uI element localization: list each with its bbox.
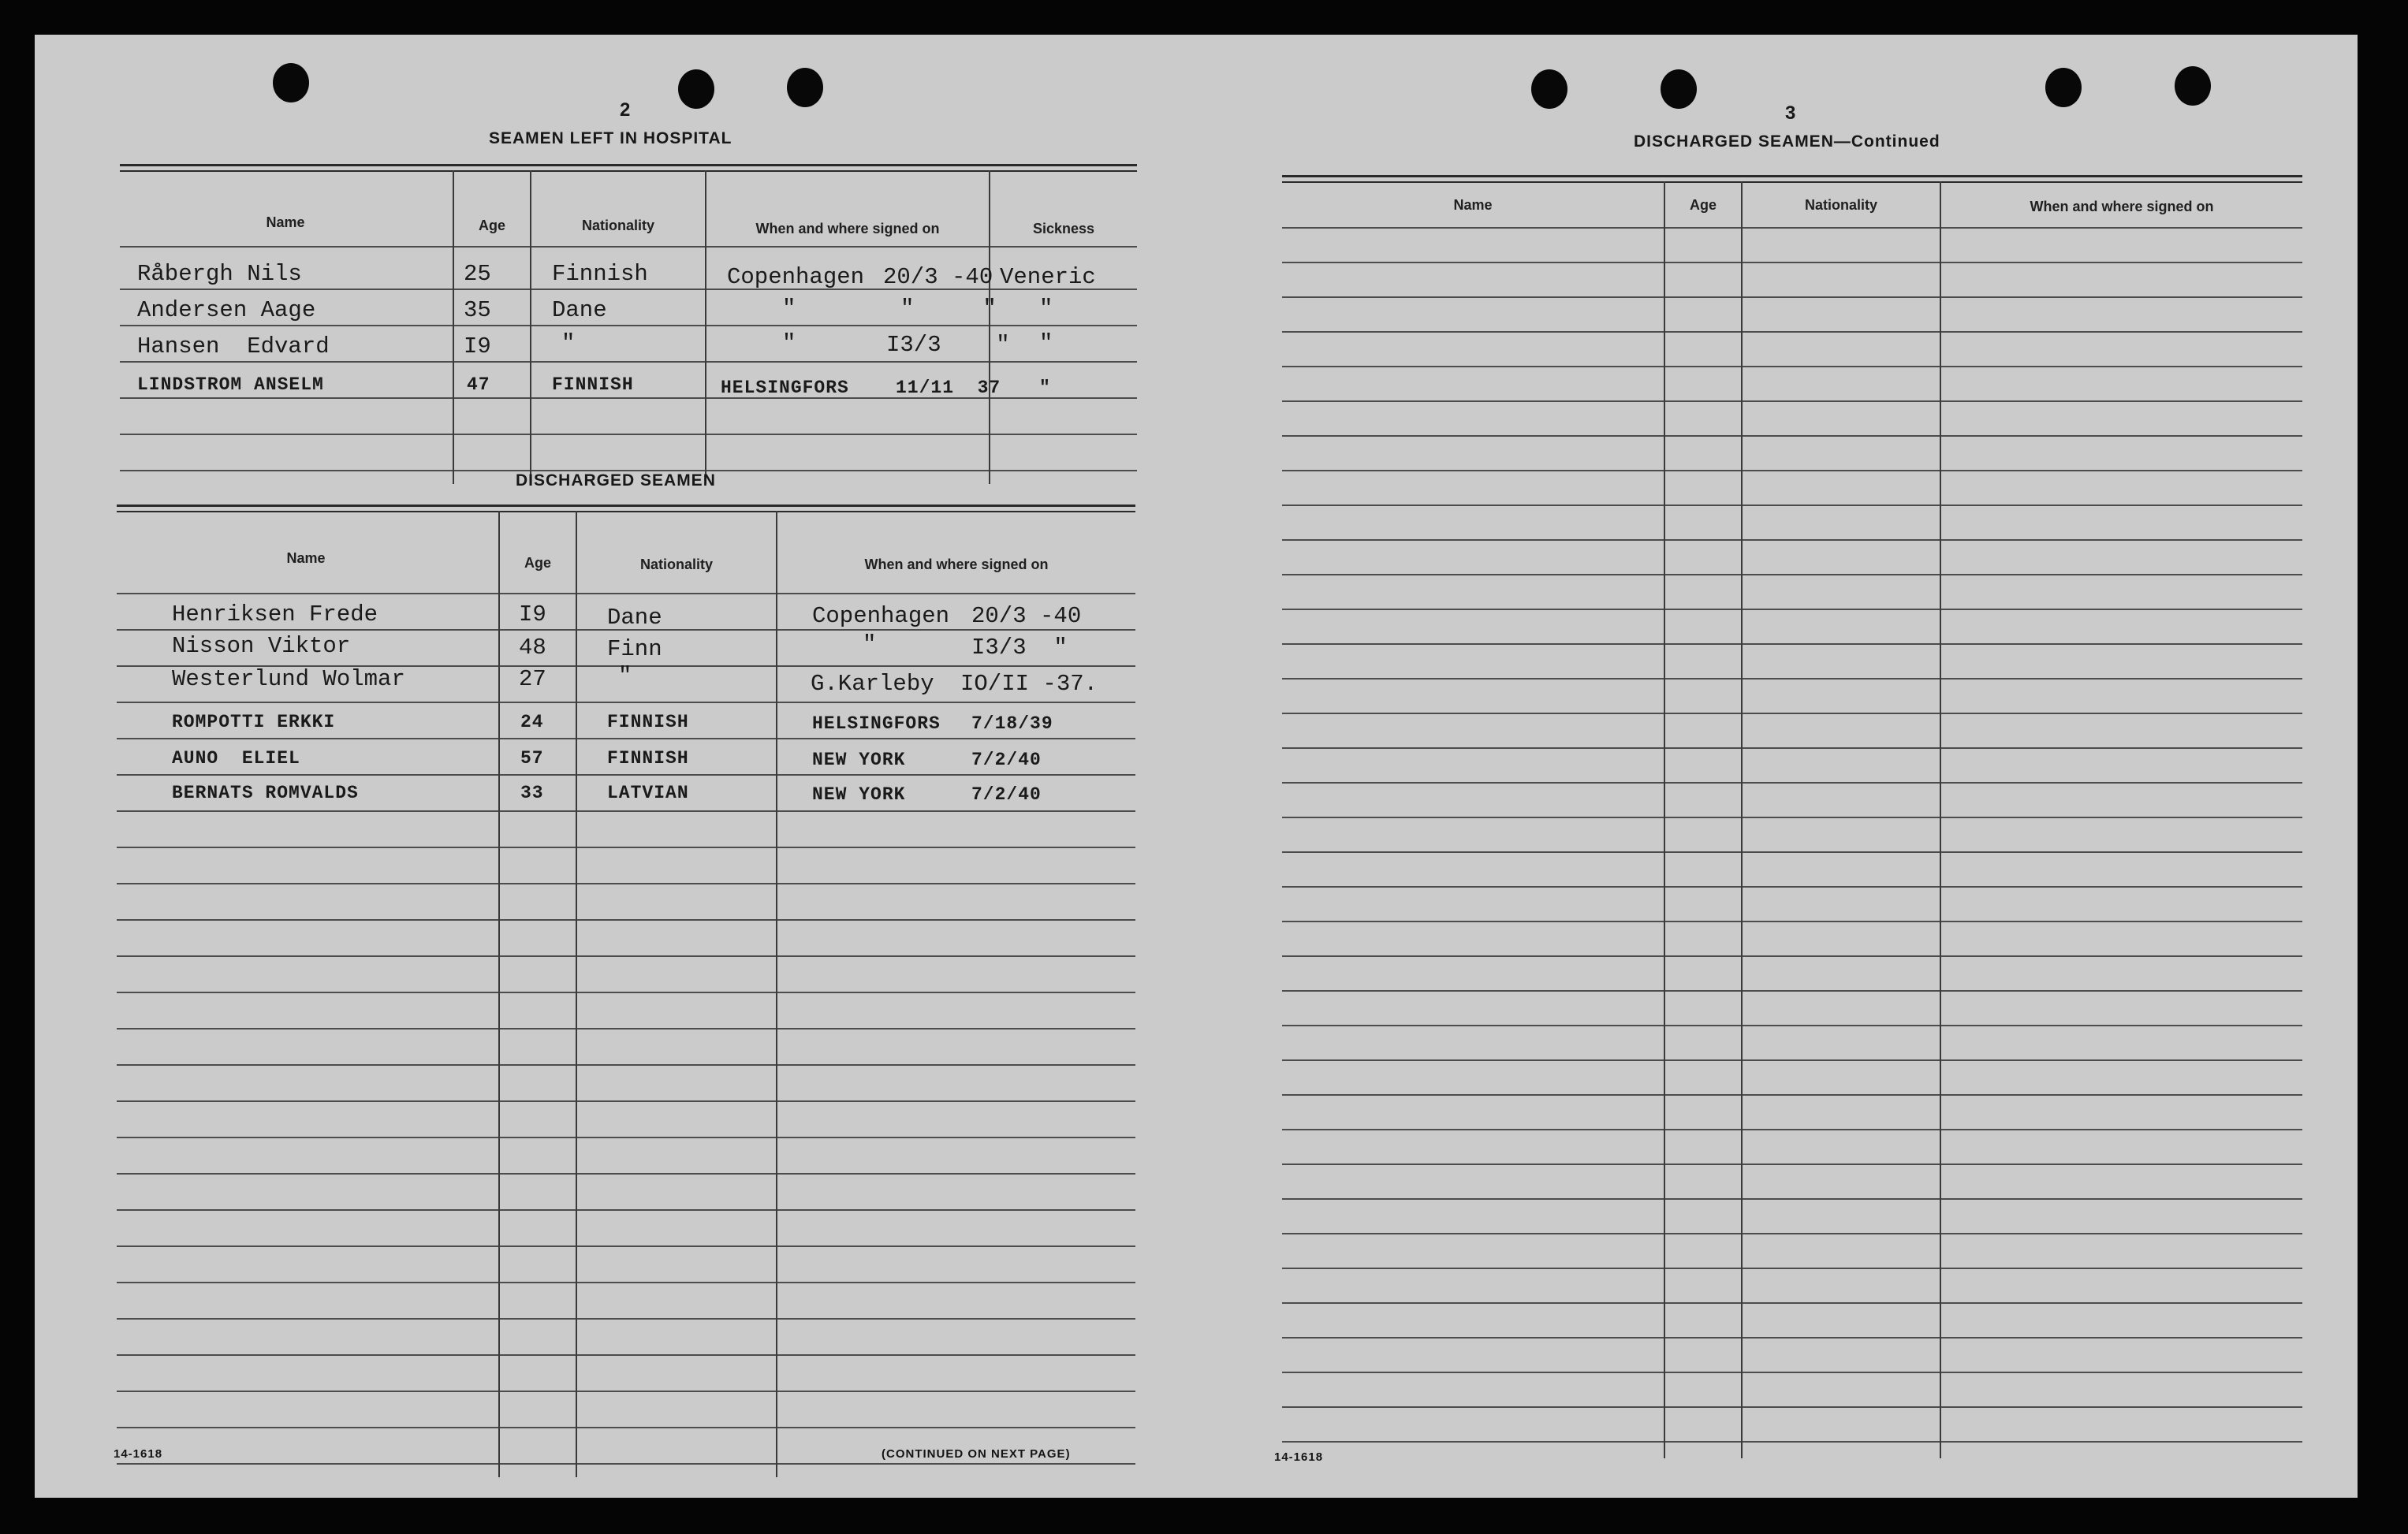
signed-date: 7/2/40 [971, 750, 1042, 770]
signed-date: IO/II -37. [960, 671, 1098, 697]
form-number: 14-1618 [1274, 1450, 1324, 1464]
discharged-section-title: DISCHARGED SEAMEN [516, 471, 716, 490]
header-nationality: Nationality [1804, 197, 1877, 213]
table-row [120, 262, 1137, 289]
table-row [120, 298, 1137, 325]
header-age: Age [524, 555, 551, 571]
header-nationality: Nationality [581, 218, 654, 233]
seaman-name: Nisson Viktor [172, 633, 351, 659]
signed-place: HELSINGFORS [721, 378, 849, 398]
discharged-continued-table [1282, 175, 2302, 1468]
signed-place: NEW YORK [812, 784, 906, 805]
punch-hole [2045, 68, 2082, 107]
signed-date: 7/2/40 [971, 784, 1042, 805]
table-row [117, 602, 1135, 629]
seaman-age: 24 [520, 712, 544, 732]
header-signed-on: When and where signed on [864, 557, 1049, 572]
punch-hole [2175, 66, 2211, 106]
table-row [120, 330, 1137, 361]
hospital-section-title: SEAMEN LEFT IN HOSPITAL [489, 129, 732, 147]
sickness: " [1039, 378, 1051, 398]
punch-hole [273, 63, 309, 102]
signed-date: I3/3 " [971, 635, 1068, 661]
signed-place: " [863, 631, 877, 657]
header-age: Age [1689, 197, 1717, 213]
seaman-nationality: " [618, 663, 632, 689]
header-nationality: Nationality [639, 557, 713, 572]
seaman-name: LINDSTROM ANSELM [137, 374, 324, 395]
discharged-continued-title [1634, 132, 1940, 151]
table-row [120, 372, 1137, 399]
header-signed-on: When and where signed on [755, 221, 940, 236]
seaman-name: Westerlund Wolmar [172, 666, 405, 692]
seaman-nationality: FINNISH [607, 712, 689, 732]
table-row [117, 780, 1135, 804]
seaman-age: 47 [467, 374, 490, 395]
sickness: " [1039, 296, 1053, 322]
seaman-age: 35 [464, 297, 491, 323]
header-name: Name [286, 550, 326, 566]
continued-note: (CONTINUED ON NEXT PAGE) [882, 1447, 1071, 1461]
signed-place: " [782, 330, 796, 356]
seaman-age: 33 [520, 783, 544, 803]
seaman-nationality: Finnish [552, 261, 648, 287]
punch-hole [787, 68, 823, 107]
seaman-name: BERNATS ROMVALDS [172, 783, 359, 803]
header-age: Age [478, 218, 505, 233]
seaman-age: 27 [519, 666, 546, 692]
header-name: Name [266, 214, 305, 230]
page-number: 2 [620, 99, 632, 121]
signed-place: " [782, 296, 796, 322]
punch-hole [1531, 69, 1567, 109]
header-sickness: Sickness [1032, 221, 1095, 236]
seaman-name: Hansen Edvard [137, 333, 330, 359]
table-row [117, 709, 1135, 733]
seaman-name: ROMPOTTI ERKKI [172, 712, 336, 732]
seaman-age: I9 [519, 601, 546, 627]
signed-place: HELSINGFORS [812, 713, 941, 734]
seaman-nationality: Dane [607, 605, 662, 631]
title-text: DISCHARGED SEAMEN [1634, 132, 1834, 151]
seaman-nationality: " [561, 330, 576, 356]
punch-hole [678, 69, 714, 109]
seaman-age: 25 [464, 261, 491, 287]
hospital-table [120, 164, 1137, 487]
punch-hole [1661, 69, 1697, 109]
sickness: Veneric [1000, 264, 1096, 290]
manifest-sheet [35, 35, 2358, 1498]
signed-date: 20/3 -40 [883, 264, 993, 290]
signed-date: 7/18/39 [971, 713, 1053, 734]
table-row [117, 746, 1135, 769]
seaman-name: Andersen Aage [137, 297, 316, 323]
table-row [117, 663, 1135, 697]
seaman-name: AUNO ELIEL [172, 748, 300, 769]
signed-date: " " [900, 296, 997, 322]
header-name: Name [1453, 197, 1493, 213]
seaman-name: Henriksen Frede [172, 601, 378, 627]
header-signed-on: When and where signed on [2030, 199, 2214, 214]
form-number: 14-1618 [114, 1447, 163, 1461]
seaman-nationality: Dane [552, 297, 607, 323]
seaman-age: 48 [519, 635, 546, 661]
sickness: " [1039, 330, 1053, 356]
signed-date: 11/11 37 [896, 378, 1001, 398]
seaman-age: I9 [464, 333, 491, 359]
signed-place: Copenhagen [727, 264, 865, 290]
signed-place: Copenhagen [812, 603, 950, 629]
signed-date: 20/3 -40 [971, 603, 1082, 629]
discharged-table [117, 505, 1135, 1482]
page-number: 3 [1785, 102, 1797, 124]
title-suffix: —Continued [1833, 132, 1940, 151]
signed-place: G.Karleby [811, 671, 934, 697]
seaman-nationality: Finn [607, 636, 662, 662]
seaman-name: Råbergh Nils [137, 261, 302, 287]
seaman-age: 57 [520, 748, 544, 769]
seaman-nationality: LATVIAN [607, 783, 689, 803]
signed-date: I3/3 " [886, 332, 1010, 358]
table-row [117, 631, 1135, 662]
seaman-nationality: FINNISH [607, 748, 689, 769]
signed-place: NEW YORK [812, 750, 906, 770]
seaman-nationality: FINNISH [552, 374, 634, 395]
